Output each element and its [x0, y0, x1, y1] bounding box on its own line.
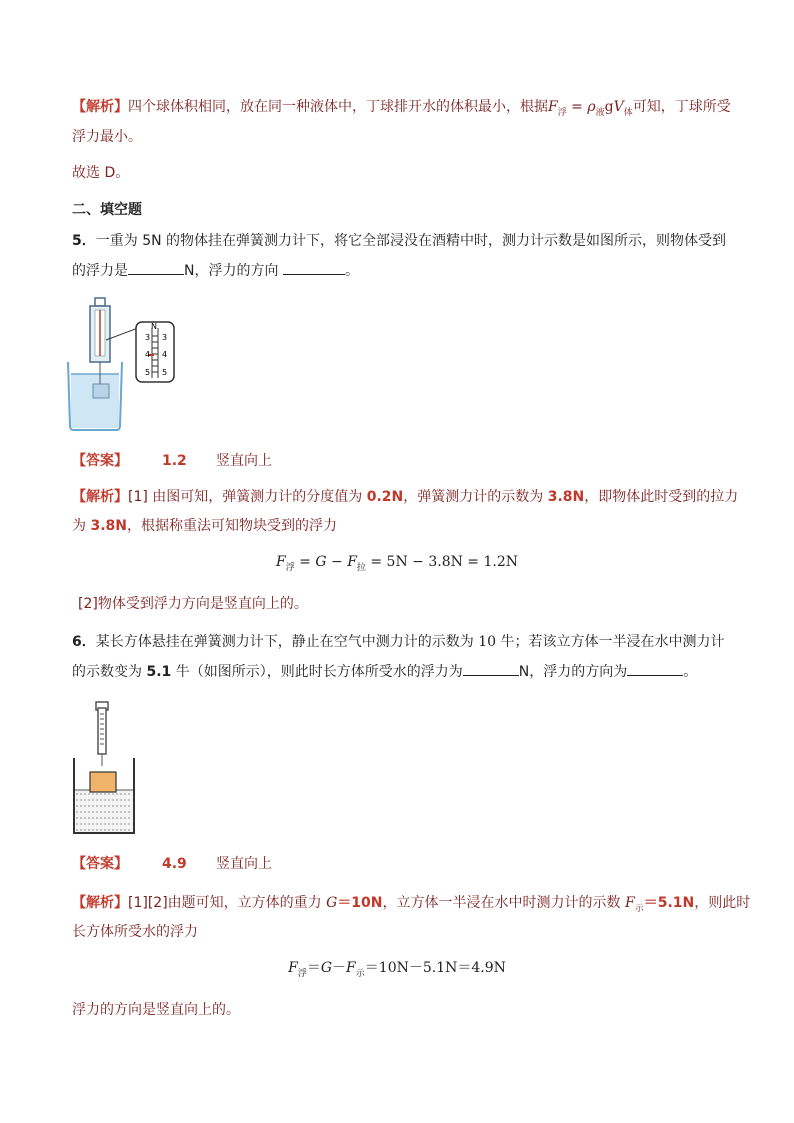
scale-tick-label: 5	[162, 368, 168, 377]
scale-unit-label: N	[151, 322, 157, 331]
section-title: 二、填空题	[72, 202, 142, 218]
scale-zoom-box	[136, 322, 174, 382]
scale-tick-label: 3	[145, 333, 151, 342]
q5-analysis-line1: 【解析】[1] 由图可知，弹簧测力计的分度值为 0.2N，弹簧测力计的示数为 3.8N，即物体此时受到的拉力	[72, 489, 739, 505]
scale-tick-label: 4	[162, 350, 168, 359]
q5-line2: 的浮力是 N，浮力的方向 。	[72, 260, 359, 281]
q6-line1: 6．某长方体悬挂在弹簧测力计下，静止在空气中测力计的示数为 10 牛；若该立方体一半浸在水中测力计	[72, 634, 725, 650]
buoyancy-formula: $F_浮 = \rho_液gV_体$	[548, 99, 633, 118]
scale-tick-label: 3	[162, 333, 168, 342]
scale-tick-label: 4	[145, 350, 151, 359]
q4-analysis-line2: 浮力最小。	[72, 129, 142, 145]
blank-1[interactable]	[128, 260, 184, 275]
q4-choice: 故选 D。	[72, 165, 130, 181]
q6-answer: 【答案】 4.9 竖直向上	[72, 856, 272, 872]
blank-3[interactable]	[463, 661, 519, 676]
q6-analysis-line2: 长方体所受水的浮力	[72, 924, 198, 940]
q6-analysis-line1: 【解析】[1][2]由题可知，立方体的重力 G＝10N，立方体一半浸在水中时测力计的示数 $F_示=5.1N$，则此时	[72, 895, 751, 914]
spring-scale-beaker-figure	[66, 292, 178, 432]
q6-line2: 的示数变为 5.1 牛（如图所示），则此时长方体所受水的浮力为 N，浮力的方向为 。	[72, 661, 697, 682]
q5-answer: 【答案】 1.2 竖直向上	[72, 453, 272, 469]
water-body	[71, 374, 119, 428]
q5-analysis-line2: 为 3.8N，根据称重法可知物块受到的浮力	[72, 518, 337, 534]
spring-scale-body	[98, 708, 106, 754]
water-body	[75, 790, 133, 832]
analysis-tag: 【解析】	[72, 99, 128, 115]
blank-2[interactable]	[283, 260, 345, 275]
hanging-block	[90, 772, 116, 792]
q6-formula: $F_浮=G-F_示=10N-5.1N=4.9N$	[288, 960, 506, 979]
scale-tick-label: 5	[145, 368, 151, 377]
q4-analysis-line1: 【解析】四个球体积相同，放在同一种液体中，丁球排开水的体积最小，根据$F_浮 = \rho_液gV_体$可知，丁球所受	[72, 99, 731, 118]
container-block-figure	[70, 696, 150, 836]
blank-4[interactable]	[627, 661, 683, 676]
q5-line1: 5．一重为 5N 的物体挂在弹簧测力计下，将它全部浸没在酒精中时，测力计示数是如图所示，则物体受到	[72, 233, 727, 249]
q5-analysis-line3: [2]物体受到浮力方向是竖直向上的。	[78, 596, 308, 612]
q5-formula: $F_浮 = G - F_拉 = 5N - 3.8N = 1.2N$	[275, 554, 519, 573]
q6-analysis-line3: 浮力的方向是竖直向上的。	[72, 1002, 240, 1018]
